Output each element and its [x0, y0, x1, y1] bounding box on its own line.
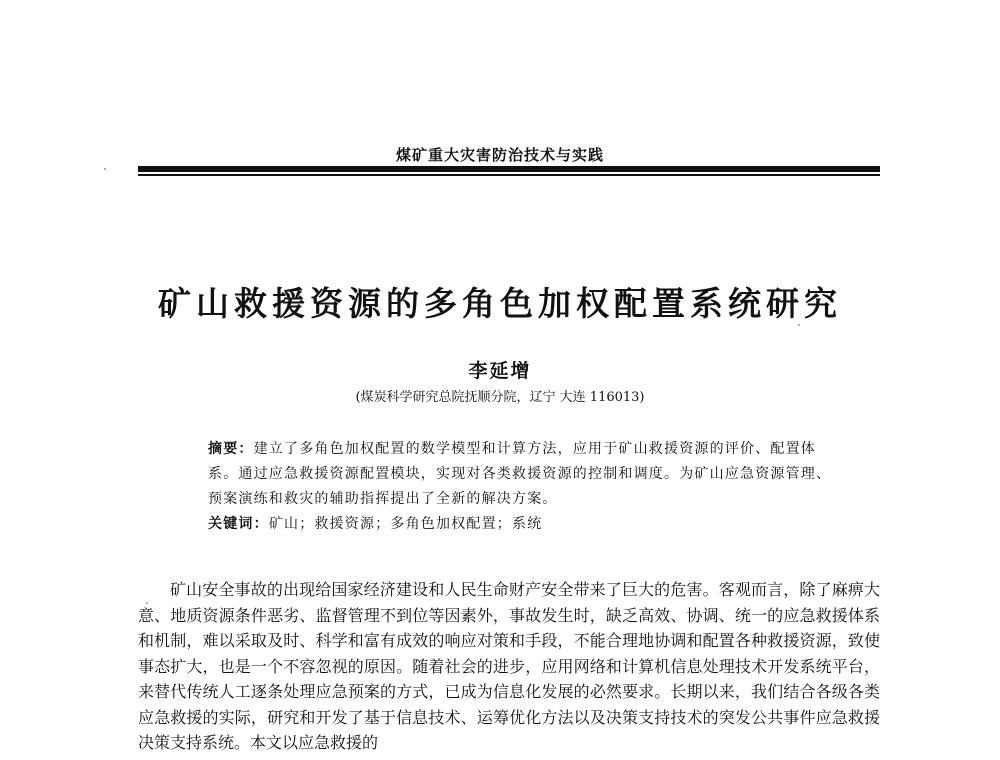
header-rule-thin [138, 174, 880, 176]
abstract-paragraph [172, 437, 840, 512]
keywords-text: 矿山；救援资源；多角色加权配置；系统 [268, 516, 543, 532]
scan-speck [798, 324, 800, 326]
keywords-label: 关键词： [208, 516, 269, 532]
abstract-label: 摘要： [208, 441, 254, 457]
running-header: 煤矿重大灾害防治技术与实践 [395, 146, 604, 164]
paper-title: 矿山救援资源的多角色加权配置系统研究 [158, 284, 842, 323]
scan-speck [104, 168, 106, 170]
abstract-block [172, 437, 840, 537]
scan-speck [146, 602, 148, 604]
author-name: 李延增 [468, 360, 532, 382]
body-text [138, 577, 880, 756]
header-rule-thick [138, 166, 880, 172]
author-affiliation: (煤炭科学研究总院抚顺分院，辽宁 大连 116013) [355, 390, 645, 405]
body-paragraph: 矿山安全事故的出现给国家经济建设和人民生命财产安全带来了巨大的危害。客观而言，除了麻痹大意、地质资源条件恶劣、监督管理不到位等因素外，事故发生时，缺乏高效、协调、统一的应急救援体系和机制，难以采取及时、科学和富有成效的响应对策和手段，不能合理地协调和配置各种救援资源，致使事态扩大，也是一个不容忽视的原因。随着社会的进步，应用网络和计算机信息处理技术开发系统平台，来替代传统人工逐条处理应急预案的方式，已成为信息化发展的必然要求。长期以来，我们结合各级各类应急救援的实际，研究和开发了基于信息技术、运筹优化方法以及决策支持技术的突发公共事件应急救援决策支持系统。本文以应急救援的 [138, 580, 880, 752]
abstract-text: 建立了多角色加权配置的数学模型和计算方法，应用于矿山救援资源的评价、配置体系。通过应急救援资源配置模块，实现对各类救援资源的控制和调度。为矿山应急资源管理、预案演练和救灾的辅助指挥提出了全新的解决方案。 [208, 441, 832, 507]
keywords-line [172, 512, 840, 537]
